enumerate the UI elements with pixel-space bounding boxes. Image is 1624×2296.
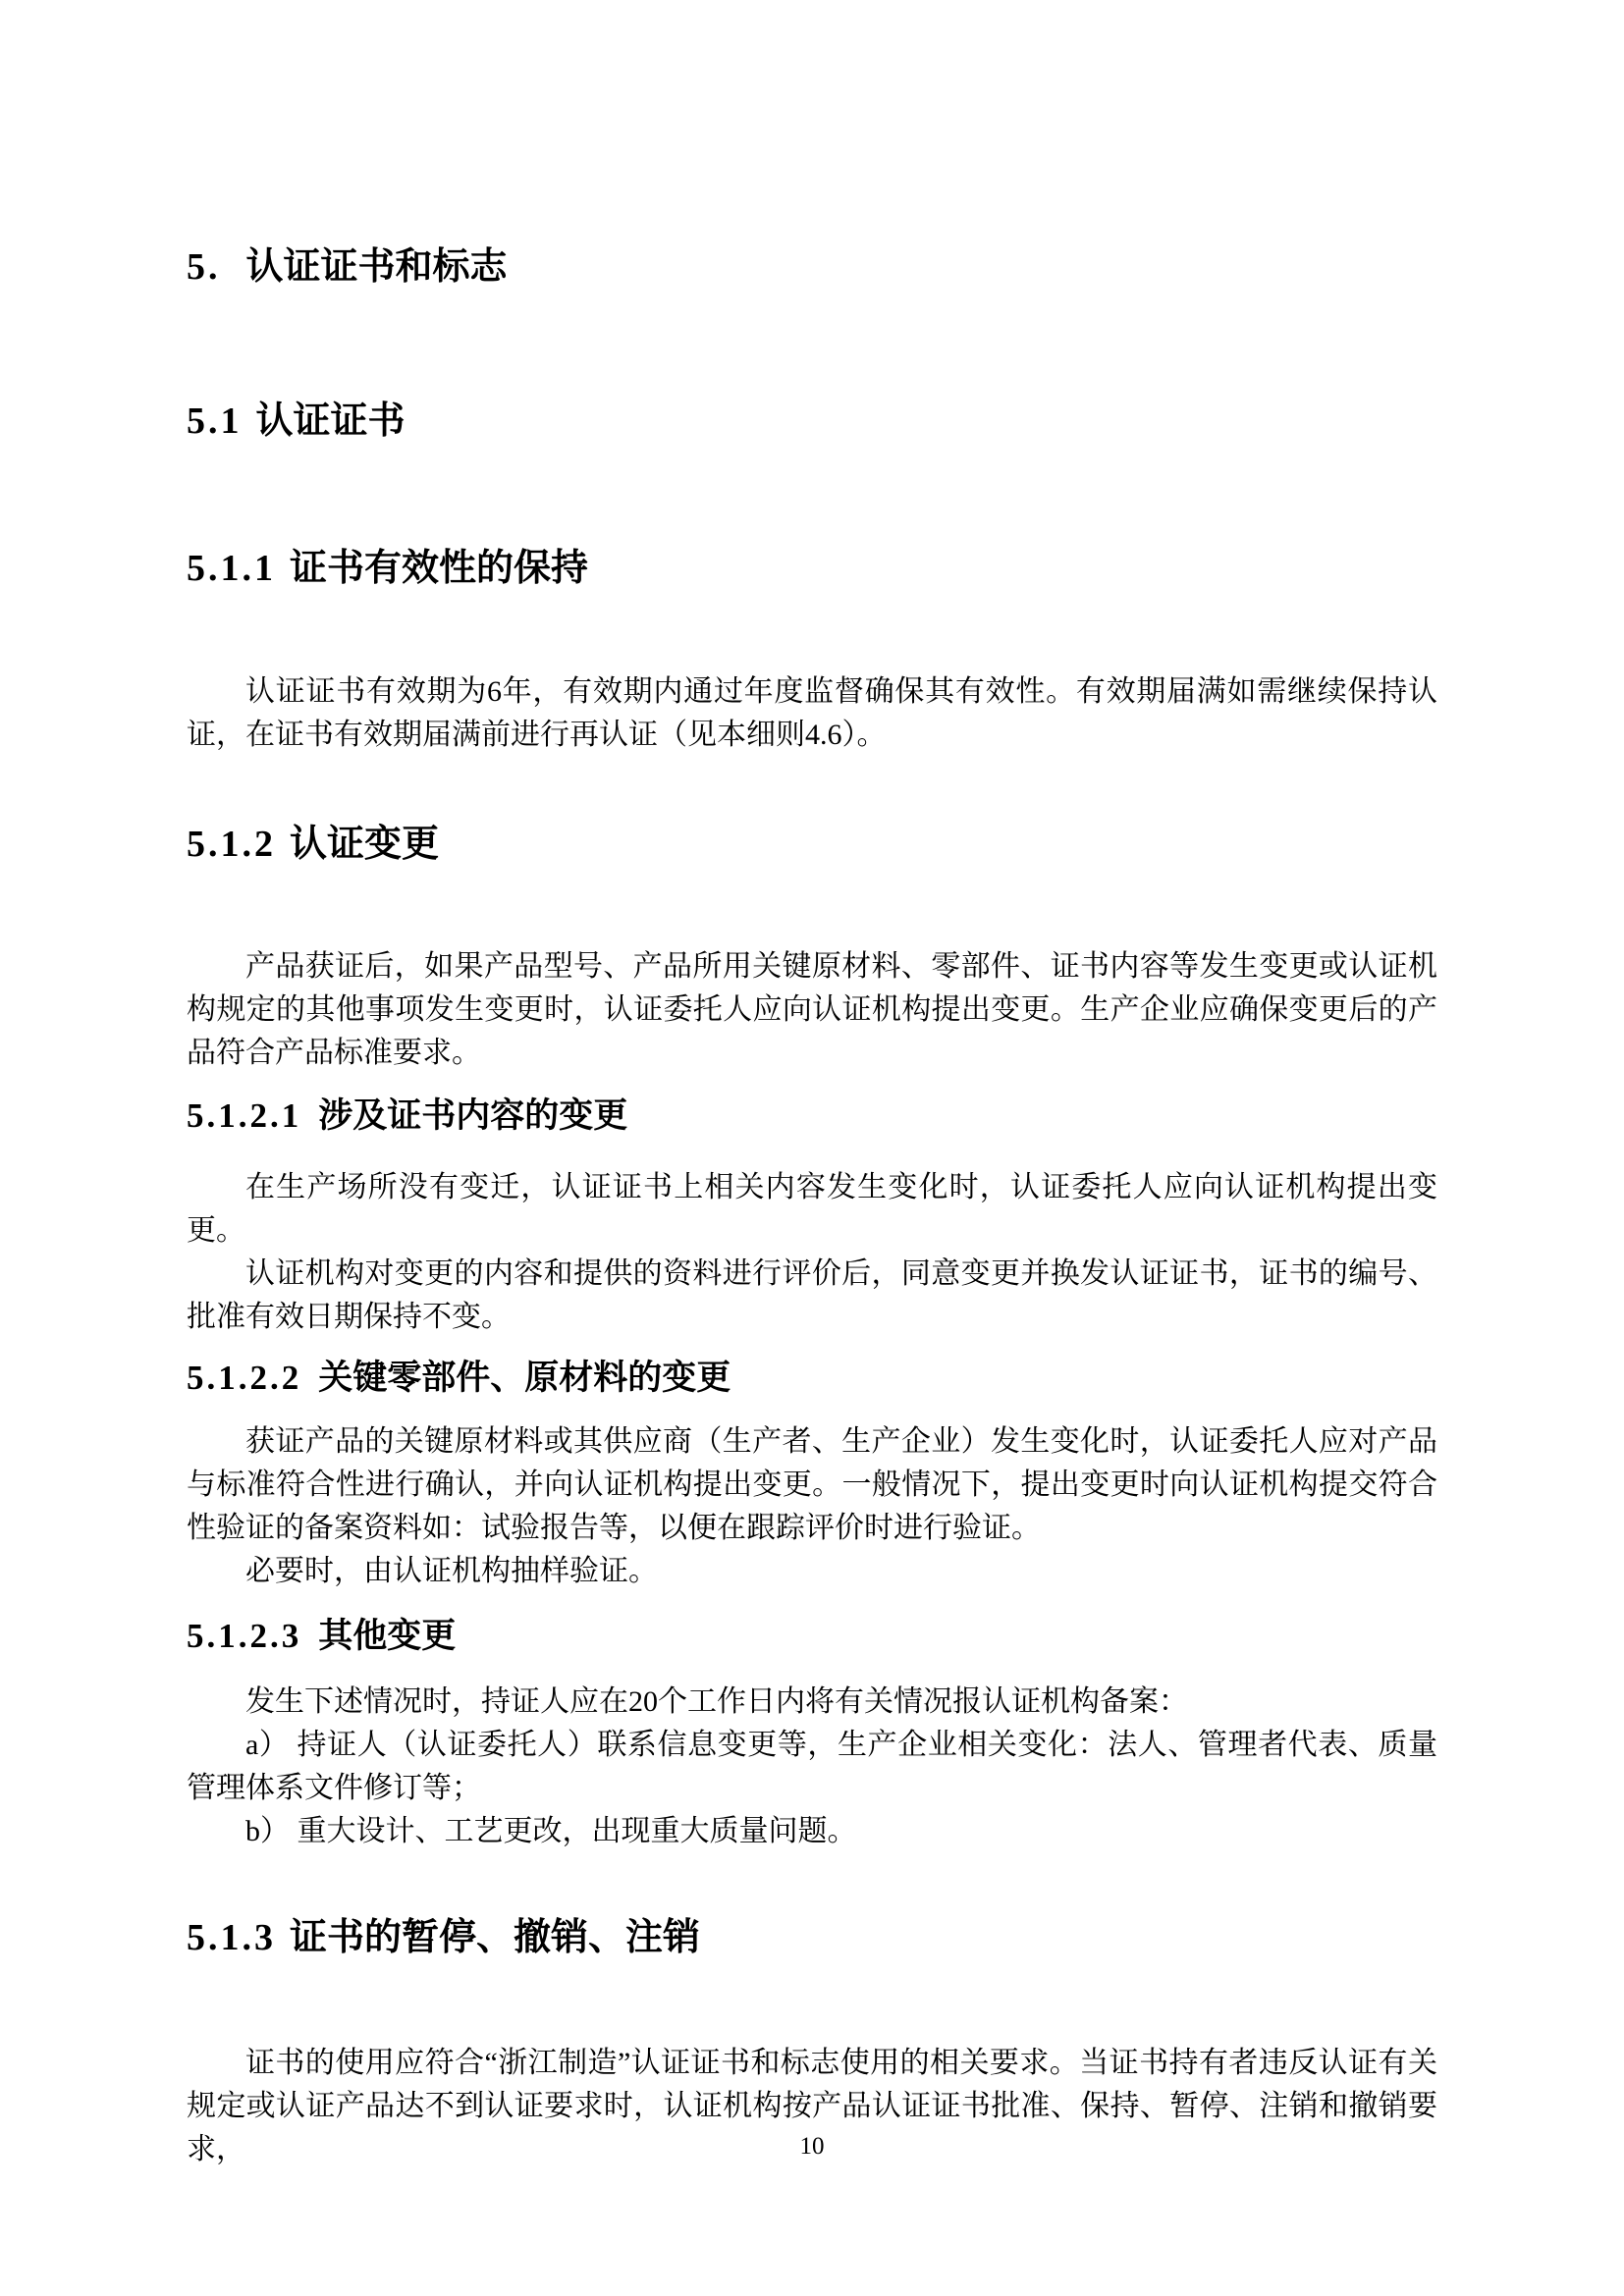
- section-title: 涉及证书内容的变更: [318, 1096, 628, 1135]
- paragraph: 获证产品的关键原材料或其供应商（生产者、生产企业）发生变化时，认证委托人应对产品与标准符合性进行确认，并向认证机构提出变更。一般情况下，提出变更时向认证机构提交符合性验证的备案资料如：试验报告等，以便在跟踪评价时进行验证。: [187, 1425, 1437, 1544]
- section-title: 关键零部件、原材料的变更: [318, 1359, 731, 1397]
- paragraph: 认证机构对变更的内容和提供的资料进行评价后，同意变更并换发认证证书，证书的编号、批准有效日期保持不变。: [187, 1257, 1437, 1333]
- section-heading-5-1-2-3: [187, 1615, 1437, 1658]
- section-heading-5-1-2: [187, 823, 1437, 866]
- paragraph: 在生产场所没有变迁，认证证书上相关内容发生变化时，认证委托人应向认证机构提出变更。: [187, 1171, 1437, 1247]
- list-item-a: a） 持证人（认证委托人）联系信息变更等，生产企业相关变化：法人、管理者代表、质量管理体系文件修订等；: [187, 1729, 1437, 1804]
- section-number: 5.1.2.2: [187, 1359, 302, 1397]
- section-number: 5.1.2.1: [187, 1096, 302, 1135]
- paragraph: 必要时，由认证机构抽样验证。: [245, 1555, 658, 1587]
- section-number: 5.1.2.3: [187, 1617, 302, 1655]
- section-heading-5-1-1: [187, 547, 1437, 590]
- list-item-b: b） 重大设计、工艺更改，出现重大质量问题。: [245, 1815, 857, 1847]
- section-heading-5-1-2-2: [187, 1357, 1437, 1400]
- section-number: 5.1.1: [187, 548, 276, 589]
- section-number: 5.1.2: [187, 824, 276, 865]
- section-title: 其他变更: [318, 1617, 457, 1655]
- section-heading-5-1: [187, 400, 1437, 443]
- chapter-heading: [187, 245, 1437, 289]
- section-title: 证书有效性的保持: [290, 548, 589, 589]
- section-heading-5-1-2-1: [187, 1095, 1437, 1138]
- section-title: 认证变更: [290, 824, 440, 865]
- paragraph: 发生下述情况时，持证人应在20个工作日内将有关情况报认证机构备案：: [245, 1685, 1188, 1718]
- paragraph: 证书的使用应符合“浙江制造”认证证书和标志使用的相关要求。当证书持有者违反认证有关规定或认证产品达不到认证要求时，认证机构按产品认证证书批准、保持、暂停、注销和撤销要求，: [187, 2047, 1437, 2165]
- chapter-number: 5.: [187, 246, 221, 288]
- section-number: 5.1.3: [187, 1917, 276, 1958]
- paragraph: 认证证书有效期为6年，有效期内通过年度监督确保其有效性。有效期届满如需继续保持认证，在证书有效期届满前进行再认证（见本细则4.6）。: [187, 675, 1437, 751]
- page-number: 10: [799, 2133, 825, 2160]
- section-title: 认证证书: [255, 400, 406, 442]
- paragraph: 产品获证后，如果产品型号、产品所用关键原材料、零部件、证书内容等发生变更或认证机构规定的其他事项发生变更时，认证委托人应向认证机构提出变更。生产企业应确保变更后的产品符合产品标准要求。: [187, 950, 1437, 1069]
- section-number: 5.1: [187, 400, 243, 442]
- chapter-title: 认证证书和标志: [245, 246, 508, 288]
- section-title: 证书的暂停、撤销、注销: [290, 1917, 701, 1958]
- page-footer: [0, 2132, 1624, 2162]
- section-heading-5-1-3: [187, 1916, 1437, 1959]
